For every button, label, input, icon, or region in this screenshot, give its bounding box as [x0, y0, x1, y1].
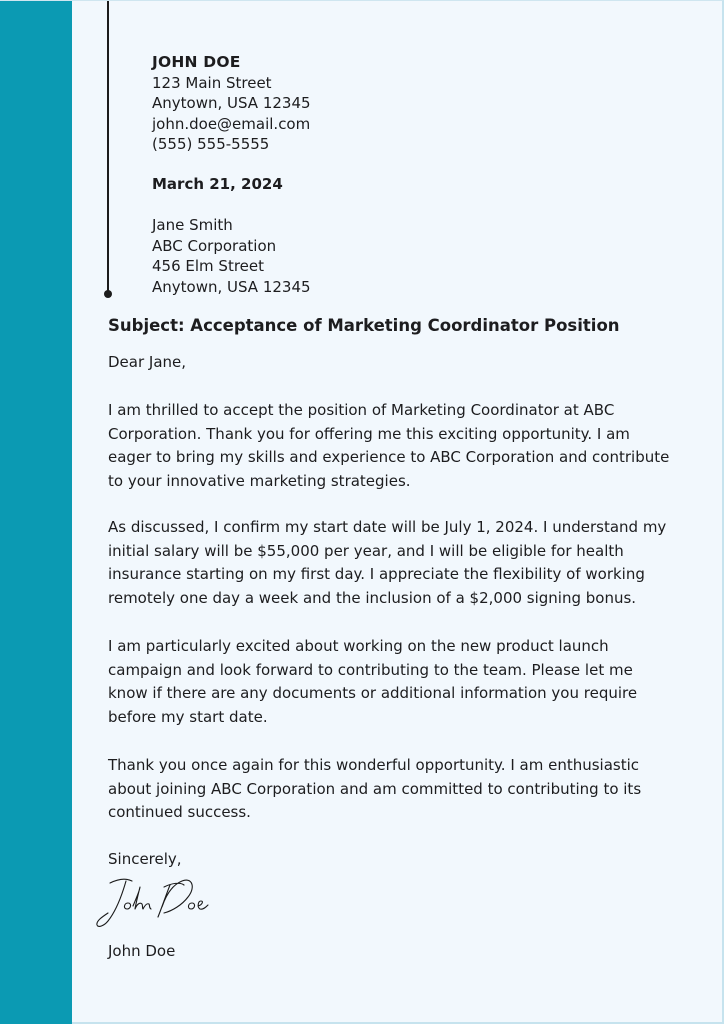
closing: Sincerely, — [108, 850, 182, 868]
paragraph-line: remotely one day a week and the inclusion of a $2,000 signing bonus. — [108, 588, 637, 607]
paragraph-line: insurance starting on my first day. I appreciate the flexibility of working — [108, 565, 645, 583]
paragraph-line: continued success. — [108, 803, 251, 821]
subject-line: Subject: Acceptance of Marketing Coordinator Position — [108, 316, 620, 335]
sender-phone: (555) 555-5555 — [152, 135, 270, 153]
sender-street: 123 Main Street — [152, 73, 272, 92]
paragraph-line: eager to bring my skills and experience to ABC Corporation and contribute — [108, 448, 670, 466]
signed-name: John Doe — [108, 942, 176, 960]
recipient-company: ABC Corporation — [152, 236, 277, 255]
paragraph-line: to your innovative marketing strategies. — [108, 471, 411, 490]
sender-address-block — [152, 52, 311, 155]
decorative-vertical-line — [107, 1, 109, 293]
paragraph-4 — [108, 754, 678, 825]
sender-name: JOHN DOE — [152, 53, 241, 71]
paragraph-line: Thank you once again for this wonderful opportunity. I am enthusiastic — [108, 756, 640, 774]
teal-sidebar-stripe — [0, 1, 72, 1024]
paragraph-line: I am thrilled to accept the position of Marketing Coordinator at ABC — [108, 401, 615, 419]
paragraph-line: I am particularly excited about working on the new product launch — [108, 637, 609, 655]
paragraph-line: campaign and look forward to contributing to the team. Please let me — [108, 660, 633, 679]
paragraph-line: As discussed, I confirm my start date will be July 1, 2024. I understand my — [108, 518, 667, 536]
sender-city: Anytown, USA 12345 — [152, 94, 311, 112]
paragraph-line: initial salary will be $55,000 per year, and I will be eligible for health — [108, 541, 624, 560]
letter-date: March 21, 2024 — [152, 175, 283, 193]
paragraph-line: before my start date. — [108, 707, 268, 726]
decorative-dot — [104, 290, 112, 298]
recipient-city: Anytown, USA 12345 — [152, 277, 311, 296]
paragraph-2 — [108, 516, 678, 610]
sender-email: john.doe@email.com — [152, 114, 311, 133]
signature-icon — [92, 873, 232, 933]
recipient-address-block — [152, 215, 311, 297]
recipient-street: 456 Elm Street — [152, 257, 265, 275]
paragraph-1 — [108, 399, 678, 493]
recipient-name: Jane Smith — [152, 216, 233, 234]
salutation: Dear Jane, — [108, 353, 187, 371]
paragraph-line: Corporation. Thank you for offering me this exciting opportunity. I am — [108, 424, 630, 443]
paragraph-line: know if there are any documents or additional information you require — [108, 684, 638, 702]
paragraph-line: about joining ABC Corporation and am committed to contributing to its — [108, 779, 642, 798]
paragraph-3 — [108, 635, 678, 729]
